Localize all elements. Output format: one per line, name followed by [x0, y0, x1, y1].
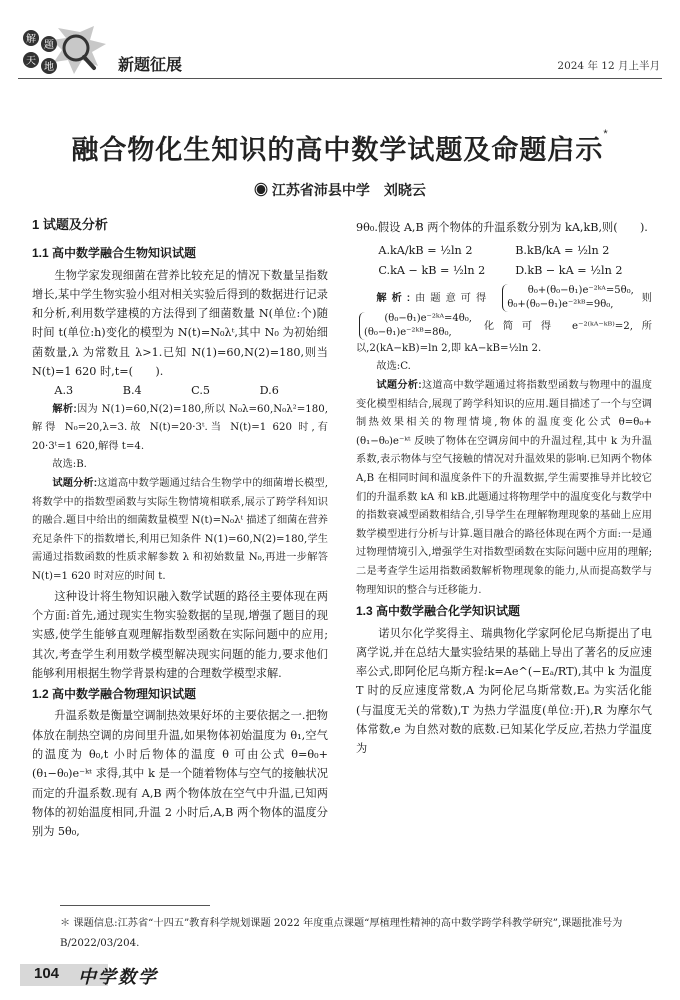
analysis-label: 试题分析: — [376, 380, 422, 392]
solution-text: 因为 N(1)=60,N(2)=180,所以 N₀λ=60,N₀λ²=180,解得 N₀=20,λ=3.故 N(t)=20·3ᵗ.当 N(t)=1 620 时,有 20·3ᵗ=1 620,解得 t=4. — [32, 403, 328, 452]
analysis-label: 试题分析: — [52, 478, 98, 490]
article-title — [0, 128, 680, 167]
subsection-heading-1-2: 1.2 高中数学融合物理知识试题 — [32, 687, 197, 702]
page-number: 104 — [34, 965, 60, 982]
problem1-answer: 故选:B. — [52, 459, 87, 471]
footnote: ＊ 课题信息:江苏省“十四五”教育科学规划课题 2022 年度重点课题“厚植理性精神的高中数学跨学科教学研究”,课题批准号为 B/2022/03/204. — [60, 918, 623, 949]
analysis-text: 这道高中数学题通过将指数型函数与物理中的温度变化模型相结合,展现了跨学科知识的应用.题目描述了一个与空调制热效果相关的物理情境,物体的温度变化公式 θ=θ₀+(θ₁−θ₀)e⁻ᵏᵗ 反映了物体在空调房间中的升温过程,其中 k 为升温系数,表示物体与空气接触的情况对升温效果的影响.已知两个物体 A,B 在相同时间和温度条件下的升温数据,学生需要推导并比较它们的升温系数 kA 和 kB.此题通过将物理学中的温度变化与数学中的指数衰减型函数相结合,引导学生在理解物理现象的基础上应用数学模型进行分析与计算.题目融合的路径体现在两个方面:一是通过物理情境引入,增强学生对指数型函数在实际问题中应用的理解;二是考查学生运用指数函数解析物理现象的能力,从而提高数学与物理知识的整合与迁移能力. — [356, 380, 652, 596]
section-heading-1: 1 试题及分析 — [32, 217, 108, 232]
title-text: 融合物化生知识的高中数学试题及命题启示 — [71, 135, 604, 165]
journal-name: 中学数学 — [78, 967, 158, 987]
solution-label: 解析: — [52, 403, 77, 415]
system2-line1: (θ₀−θ₁)e⁻²ᵏᴬ=4θ₀, — [384, 312, 472, 324]
option-a: A.kA/kB = ½ln 2 — [378, 244, 473, 258]
option-d: D.6 — [259, 384, 279, 398]
system1-line1: θ₀+(θ₀−θ₁)e⁻²ᵏᴬ=5θ₀, — [527, 284, 634, 296]
author-line: ◉ 江苏省沛县中学 刘晓云 — [254, 182, 426, 198]
subsection-heading-1-1: 1.1 高中数学融合生物知识试题 — [32, 246, 197, 261]
solution-conclusion: 化简可得 e⁻²⁽ᵏᴬ⁻ᵏᴮ⁾=2,所以,2(kA−kB)=ln 2,即 kA−kB=½ln 2. — [356, 320, 652, 354]
option-c: C.5 — [191, 384, 211, 398]
paragraph-integration-path: 这种设计将生物知识融入数学试题的路径主要体现在两个方面:首先,通过现实生物实验数据的呈现,增强了题目的现实感,使学生能够直观理解指数型函数在实际问题中的应用;其次,考查学生利用数学模型解决现实问题的能力,要求他们能够利用根据生物学背景构建的合理数学模型求解. — [32, 589, 328, 680]
option-b: B.4 — [122, 384, 142, 398]
option-d: D.kB − kA = ½ln 2 — [515, 263, 623, 277]
equation-system-1 — [502, 284, 633, 312]
problem2-options — [356, 241, 652, 280]
logo-char-2: 题 — [44, 40, 54, 51]
system1-line2: θ₀+(θ₀−θ₁)e⁻²ᵏᴮ=9θ₀, — [507, 298, 614, 310]
equation-system-2 — [359, 312, 472, 340]
problem3-stem: 诺贝尔化学奖得主、瑞典物化学家阿伦尼乌斯提出了电离学说,并在总结大量实验结果的基础上导出了著名的反应速率公式,即阿伦尼乌斯方程:k=Ae^(−Eₐ/RT),其中 k 为温度 T 时的反应速度常数,A 为阿伦尼乌斯常数,Eₐ 为实活化能(与温度无关的常数),T 为热力学温度(单位:开),R 为摩尔气体常数,e 为自然对数的底数.已知某化学反应,若热力学温度为 — [356, 626, 652, 756]
issue-date: 2024 年 12 月上半月 — [557, 60, 660, 72]
problem2-answer: 故选:C. — [376, 361, 411, 373]
analysis-text: 这道高中数学题通过结合生物学中的细菌增长模型,将数学中的指数型函数与实际生物情境相联系,展示了跨学科知识的融合.题目中给出的细菌数量模型 N(t)=N₀λᵗ 描述了细菌在营养充足条件下的指数增长,利用已知条件 N(1)=60,N(2)=180,学生需通过指数函数的性质求解参数 λ 和初始数量 N₀,再进一步解答 N(t)=1 620 时对应的时间 t. — [32, 478, 328, 583]
column-logo — [18, 22, 114, 78]
problem2-stem: 升温系数是衡量空调制热效果好坏的主要依据之一.把物体放在制热空调的房间里升温,如果物体初始温度为 θ₁,空气的温度为 θ₀,t 小时后物体的温度 θ 可由公式 θ=θ₀+(θ₁−θ₀)e⁻ᵏᵗ 求得,其中 k 是一个随着物体与空气的接触状况而定的升温系数.现有 A,B 两个物体放在空气中升温,已知两物体的初始温度相同,升温 2 小时后,A,B 两个物体的温度分别为 5θ₀, — [32, 709, 328, 839]
column-name: 新题征展 — [118, 57, 183, 74]
option-a: A.3 — [54, 384, 74, 398]
solution-then: 则 — [636, 292, 652, 304]
problem1-analysis — [32, 475, 328, 587]
footnote-rule — [60, 905, 210, 906]
option-c: C.kA − kB = ½ln 2 — [378, 263, 486, 277]
subsection-heading-1-3: 1.3 高中数学融合化学知识试题 — [356, 604, 521, 619]
problem2-stem-cont: 9θ₀.假设 A,B 两个物体的升温系数分别为 kA,kB,则( ). — [356, 221, 648, 234]
problem2-solution — [356, 284, 652, 359]
logo-char-1: 解 — [26, 34, 36, 45]
option-b: B.kB/kA = ½ln 2 — [515, 244, 610, 258]
right-column — [356, 218, 652, 759]
system2-line2: (θ₀−θ₁)e⁻²ᵏᴮ=8θ₀, — [364, 326, 452, 338]
problem1-options — [32, 381, 328, 400]
title-footnote-mark: * — [603, 128, 609, 140]
logo-char-4: 地 — [44, 62, 54, 73]
logo-char-3: 天 — [26, 56, 36, 67]
header-rule — [18, 78, 662, 79]
problem1-solution — [32, 401, 328, 457]
problem1-stem: 生物学家发现细菌在营养比较充足的情况下数量呈指数增长,某中学生物实验小组对相关实验后得到的数据进行记录和分析,利用数学建模的方法得到了细菌数量 N(单位:个)随时间 t(单位:h)变化的模型为 N(t)=N₀λᵗ,其中 N₀ 为初始细菌数量,λ 为常数且 λ>1.已知 N(1)=60,N(2)=180,则当 N(t)=1 620 时,t=( ). — [32, 268, 328, 379]
solution-intro: 由题意可得 — [410, 292, 492, 304]
left-column — [32, 215, 328, 841]
solution-label: 解析: — [376, 292, 411, 304]
problem2-analysis — [356, 377, 652, 600]
